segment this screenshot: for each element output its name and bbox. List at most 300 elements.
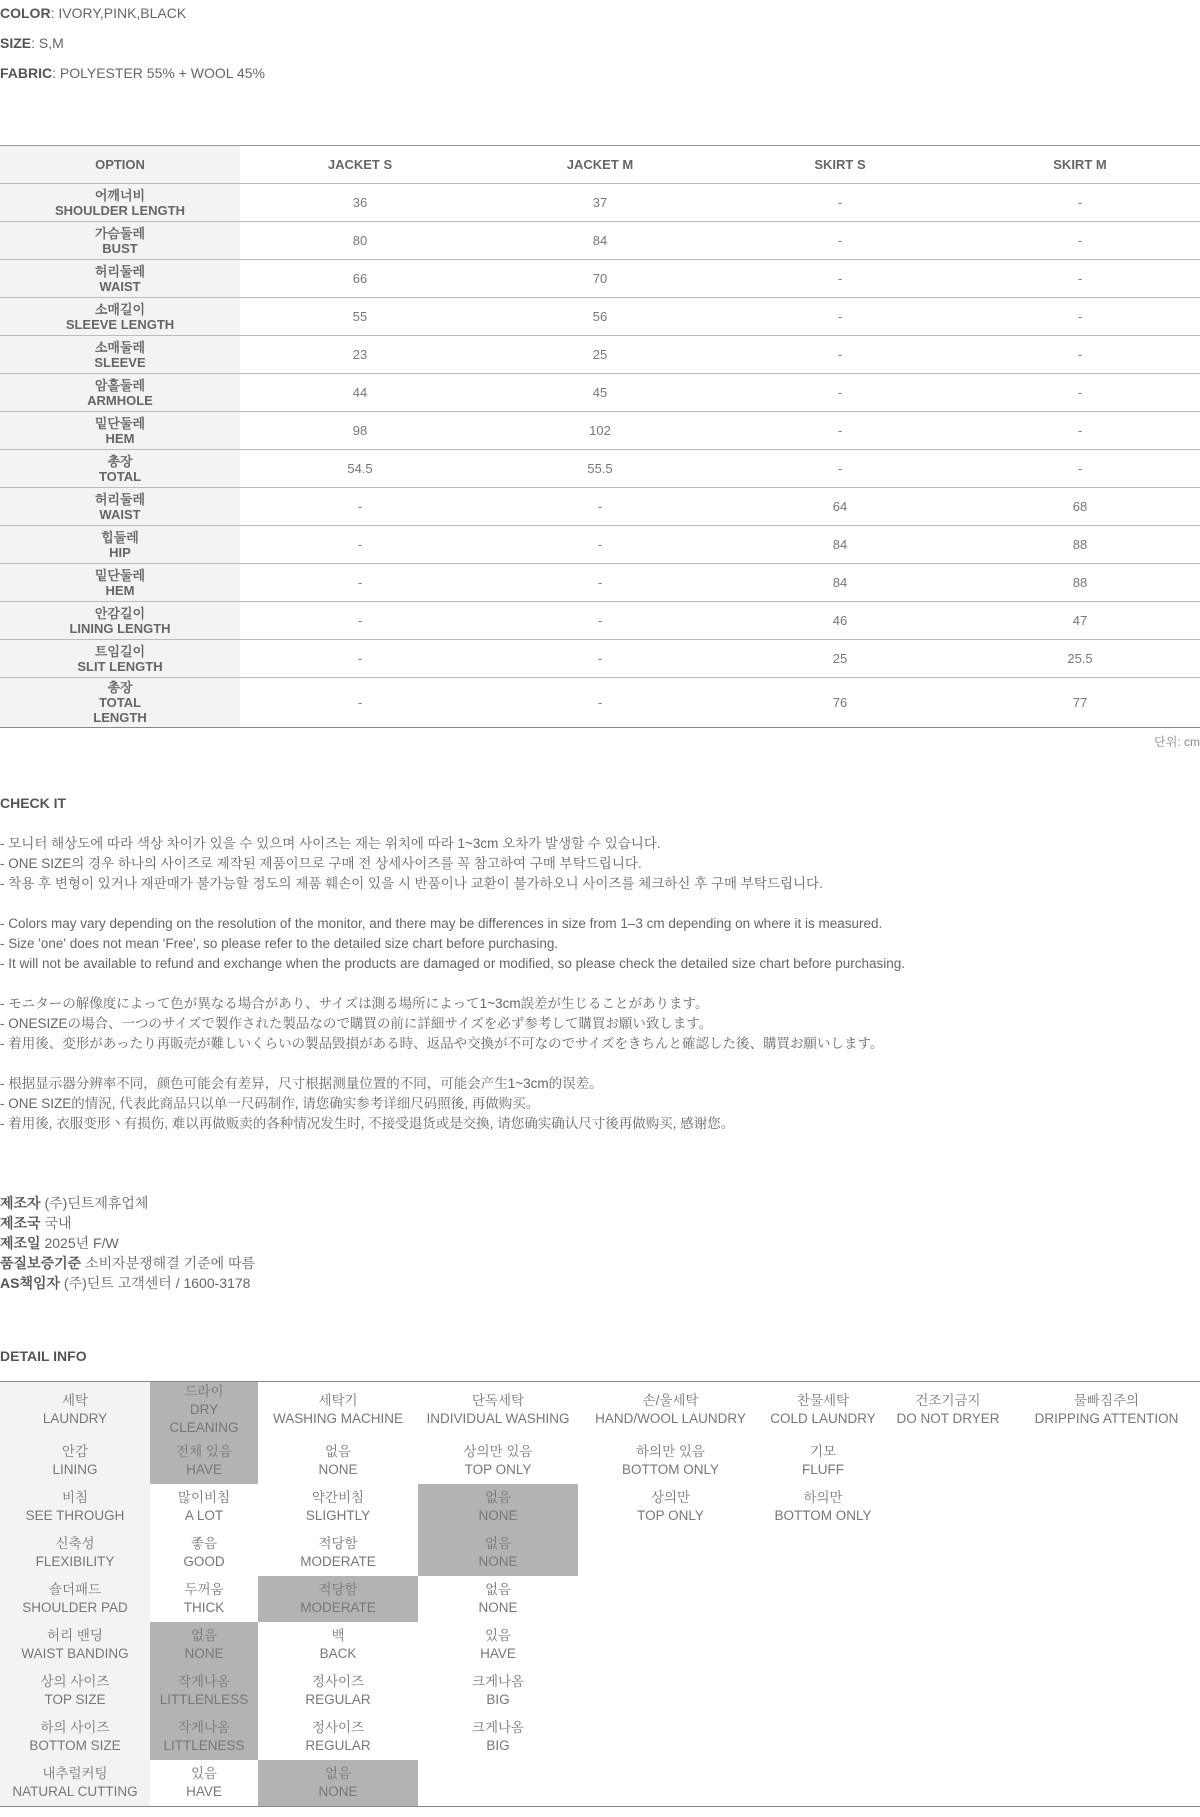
maker-line (0, 1273, 255, 1293)
detail-option (150, 1760, 258, 1807)
size-row (0, 640, 1200, 678)
option-en: REGULAR (305, 1738, 371, 1753)
size-value: 55 (240, 298, 480, 336)
detail-option (418, 1438, 578, 1484)
maker-value: 소비자분쟁해결 기준에 따름 (81, 1255, 256, 1271)
detail-option (883, 1576, 1013, 1622)
size-value: - (960, 222, 1200, 260)
option-ko: 크게나옴 (471, 1720, 525, 1735)
size-row (0, 298, 1200, 336)
note-line: - 着用後、変形があったり再販売が難しいくらいの製品毀損がある時、返品や交換が不可なのでサイズをきちんと確認した後、購買お願いします。 (0, 1036, 884, 1051)
size-value: 46 (720, 602, 960, 640)
detail-option (763, 1382, 883, 1439)
notes-chinese (0, 1074, 734, 1134)
size-row (0, 564, 1200, 602)
maker-label: 품질보증기준 (0, 1255, 82, 1271)
label-en: SEE THROUGH (25, 1508, 125, 1523)
label-ko: 상의 사이즈 (40, 1674, 110, 1689)
detail-option (883, 1622, 1013, 1668)
size-value: - (240, 564, 480, 602)
detail-option-selected (258, 1760, 418, 1807)
option-ko: 드라이 (184, 1384, 224, 1399)
detail-option (150, 1576, 258, 1622)
maker-label: 제조국 (0, 1215, 41, 1231)
size-value: - (720, 336, 960, 374)
color-spec (0, 5, 186, 21)
note-line: - ONE SIZE의 경우 하나의 사이즈로 제작된 제품이므로 구매 전 상세사이즈를 꼭 참고하여 구매 부탁드립니다. (0, 856, 642, 871)
label-ko: 내추럴커팅 (42, 1766, 108, 1781)
label-ko: 암홀둘레 (94, 377, 146, 393)
size-value: 98 (240, 412, 480, 450)
detail-option (258, 1530, 418, 1576)
option-en: A LOT (184, 1508, 224, 1523)
size-row (0, 412, 1200, 450)
size-row (0, 602, 1200, 640)
size-label: SIZE (0, 35, 32, 51)
label-ko: 허리둘레 (94, 491, 146, 507)
note-line: - 모니터 해상도에 따라 색상 차이가 있을 수 있으며 사이즈는 재는 위치에 따라 1~3cm 오차가 발생할 수 있습니다. (0, 836, 661, 851)
option-ko: 없음 (484, 1490, 512, 1505)
detail-option (763, 1714, 883, 1760)
size-value: - (240, 602, 480, 640)
detail-option (418, 1714, 578, 1760)
size-value: 64 (720, 488, 960, 526)
option-ko: 없음 (484, 1536, 512, 1551)
size-value: 55.5 (480, 450, 720, 488)
detail-option-selected (150, 1438, 258, 1484)
label-en: WAIST (99, 278, 141, 294)
notes-english (0, 914, 905, 974)
label-en: LENGTH (93, 710, 147, 725)
label-ko: 하의 사이즈 (40, 1720, 110, 1735)
option-ko: 상의만 있음 (463, 1444, 533, 1459)
detail-option (883, 1760, 1013, 1807)
detail-row (0, 1484, 1200, 1530)
detail-option (1013, 1622, 1200, 1668)
label-en: NATURAL CUTTING (12, 1784, 138, 1799)
option-en: LITTLENLESS (159, 1692, 249, 1707)
option-ko: 두꺼움 (184, 1582, 224, 1597)
maker-value: 국내 (40, 1215, 72, 1231)
detail-option (578, 1714, 763, 1760)
header-skirt-s: SKIRT S (720, 146, 960, 184)
size-row-label (0, 678, 240, 728)
option-ko: 크게나옴 (471, 1674, 525, 1689)
detail-option (1013, 1382, 1200, 1439)
option-ko: 작게나옴 (177, 1674, 231, 1689)
detail-option (578, 1576, 763, 1622)
option-ko: 많이비침 (177, 1490, 231, 1505)
size-table-header (0, 146, 1200, 184)
label-en: BUST (102, 240, 138, 256)
option-ko: 세탁기 (318, 1393, 358, 1408)
detail-option (883, 1438, 1013, 1484)
size-value: 25 (480, 336, 720, 374)
size-value: - (720, 184, 960, 222)
option-en: TOP ONLY (637, 1508, 704, 1523)
detail-option (578, 1668, 763, 1714)
label-ko: 총장 (107, 453, 133, 469)
option-en: INDIVIDUAL WASHING (426, 1411, 570, 1426)
size-value: 88 (960, 564, 1200, 602)
size-row (0, 184, 1200, 222)
size-value: - (240, 640, 480, 678)
detail-row-label (0, 1438, 150, 1484)
size-row-label (0, 602, 240, 640)
detail-option (883, 1668, 1013, 1714)
option-ko: 백 (331, 1628, 345, 1643)
maker-value: (주)딘트 고객센터 / 1600-3178 (60, 1275, 251, 1291)
size-value: 84 (720, 526, 960, 564)
option-en: MODERATE (300, 1600, 376, 1615)
maker-label: 제조일 (0, 1235, 41, 1251)
detail-option (418, 1622, 578, 1668)
detail-row (0, 1438, 1200, 1484)
option-ko: 없음 (190, 1628, 218, 1643)
size-row-label (0, 184, 240, 222)
detail-option (763, 1668, 883, 1714)
size-value: - (960, 374, 1200, 412)
detail-option-selected (418, 1484, 578, 1530)
option-en: THICK (183, 1600, 225, 1615)
label-ko: 신축성 (55, 1536, 95, 1551)
label-en: TOP SIZE (44, 1692, 106, 1707)
detail-option (258, 1622, 418, 1668)
option-en: MODERATE (300, 1554, 376, 1569)
size-row-label (0, 450, 240, 488)
label-en: SHOULDER LENGTH (55, 202, 185, 218)
label-ko: 트임길이 (94, 643, 146, 659)
detail-option-selected (150, 1622, 258, 1668)
detail-option (763, 1760, 883, 1807)
label-en: SLEEVE (94, 354, 146, 370)
size-value: 37 (480, 184, 720, 222)
note-line: - モニターの解像度によって色が異なる場合があり、サイズは測る場所によって1~3cm誤差が生じることがあります。 (0, 996, 709, 1011)
option-ko: 없음 (324, 1444, 352, 1459)
detail-row-label (0, 1576, 150, 1622)
size-row (0, 450, 1200, 488)
option-en: BOTTOM ONLY (774, 1508, 872, 1523)
header-jacket-s: JACKET S (240, 146, 480, 184)
fabric-value: : POLYESTER 55% + WOOL 45% (52, 65, 265, 81)
detail-option (1013, 1530, 1200, 1576)
header-option: OPTION (0, 146, 240, 184)
size-value: 77 (960, 678, 1200, 728)
note-line: - It will not be available to refund and exchange when the products are damaged or modified, so please check the detailed size chart before purchasing. (0, 956, 906, 971)
option-ko: 하의만 (803, 1490, 843, 1505)
note-line: - 根据显示器分辨率不同，颜色可能会有差异，尺寸根据测量位置的不同，可能会产生1~3cm的误差。 (0, 1076, 603, 1091)
option-ko: 작게나옴 (177, 1720, 231, 1735)
size-value: 84 (720, 564, 960, 602)
detail-option (578, 1622, 763, 1668)
detail-option (1013, 1760, 1200, 1807)
size-value: 56 (480, 298, 720, 336)
size-value: - (720, 260, 960, 298)
label-en: LINING (52, 1462, 98, 1477)
note-line: - Colors may vary depending on the resolution of the monitor, and there may be differences in size from 1–3 cm depending on where it is measured. (0, 916, 883, 931)
check-it-title: CHECK IT (0, 795, 67, 811)
size-row (0, 488, 1200, 526)
size-value: - (480, 602, 720, 640)
size-value: 66 (240, 260, 480, 298)
label-en: SLEEVE LENGTH (65, 316, 175, 332)
size-value: 68 (960, 488, 1200, 526)
detail-option (150, 1530, 258, 1576)
detail-row (0, 1382, 1200, 1439)
label-en: LAUNDRY (42, 1411, 108, 1426)
option-en: TOP ONLY (464, 1462, 532, 1477)
option-en: HAND/WOOL LAUNDRY (595, 1411, 746, 1426)
size-value: 25 (720, 640, 960, 678)
size-value: - (240, 488, 480, 526)
label-ko: 안감 (61, 1444, 89, 1459)
size-value: 76 (720, 678, 960, 728)
size-value: - (720, 222, 960, 260)
option-ko: 단독세탁 (471, 1393, 525, 1408)
option-en: CLEANING (169, 1420, 239, 1435)
size-value: - (480, 564, 720, 602)
note-line: - ONE SIZE的情況, 代表此商品只以单一尺码制作, 请您确实参考详细尺码照後, 再做购买。 (0, 1096, 540, 1111)
detail-option (418, 1382, 578, 1439)
option-en: DRIPPING ATTENTION (1034, 1411, 1179, 1426)
option-en: BACK (319, 1646, 357, 1661)
label-ko: 세탁 (61, 1393, 89, 1408)
detail-row-label (0, 1668, 150, 1714)
option-en: BOTTOM ONLY (621, 1462, 719, 1477)
size-row (0, 678, 1200, 728)
option-en: NONE (478, 1508, 518, 1523)
label-en: HEM (105, 430, 135, 446)
detail-row (0, 1530, 1200, 1576)
option-ko: 전체 있음 (176, 1444, 232, 1459)
option-en: WASHING MACHINE (272, 1411, 403, 1426)
label-ko: 힙둘레 (101, 529, 139, 545)
header-skirt-m: SKIRT M (960, 146, 1200, 184)
maker-line (0, 1233, 255, 1253)
note-line: - ONESIZEの場合、一つのサイズで製作された製品なので購買の前に詳細サイズを必ず参考して購買お願い致します。 (0, 1016, 713, 1031)
option-en: FLUFF (802, 1462, 844, 1477)
label-ko: 소매길이 (94, 301, 146, 317)
option-en: BIG (486, 1692, 510, 1707)
size-value: - (240, 526, 480, 564)
detail-row-label (0, 1530, 150, 1576)
option-en: SLIGHTLY (305, 1508, 371, 1523)
color-value: : IVORY,PINK,BLACK (50, 5, 187, 21)
detail-option (578, 1484, 763, 1530)
detail-option (578, 1530, 763, 1576)
size-value: - (480, 488, 720, 526)
label-ko: 소매둘레 (94, 339, 146, 355)
detail-option (1013, 1714, 1200, 1760)
option-ko: 적당함 (318, 1582, 358, 1597)
label-ko: 총장 (107, 680, 133, 695)
maker-value: (주)딘트제휴업체 (40, 1195, 149, 1211)
detail-option (883, 1484, 1013, 1530)
detail-row (0, 1622, 1200, 1668)
size-value: - (480, 526, 720, 564)
label-ko: 어깨너비 (94, 187, 146, 203)
detail-option (258, 1714, 418, 1760)
color-label: COLOR (0, 5, 51, 21)
size-value: - (240, 678, 480, 728)
option-ko: 정사이즈 (311, 1720, 365, 1735)
detail-option-selected (150, 1668, 258, 1714)
detail-row (0, 1760, 1200, 1807)
size-row-label (0, 488, 240, 526)
size-value: - (960, 260, 1200, 298)
size-value: - (960, 184, 1200, 222)
label-ko: 밑단둘레 (94, 567, 146, 583)
size-value: 84 (480, 222, 720, 260)
option-en: LITTLENESS (163, 1738, 245, 1753)
size-spec (0, 35, 64, 51)
detail-option (418, 1576, 578, 1622)
maker-value: 2025년 F/W (40, 1235, 119, 1251)
detail-row (0, 1668, 1200, 1714)
size-value: - (720, 298, 960, 336)
option-ko: 정사이즈 (311, 1674, 365, 1689)
option-en: HAVE (186, 1784, 222, 1799)
option-ko: 적당함 (318, 1536, 358, 1551)
detail-option (578, 1382, 763, 1439)
option-en: NONE (478, 1554, 518, 1569)
option-ko: 물빠짐주의 (1073, 1393, 1140, 1408)
label-en: LINING LENGTH (69, 620, 171, 636)
note-line: - 着用後, 衣服变形丶有损伤, 难以再做贩卖的各种情况发生时, 不接受退货或是交換, 请您确实确认尺寸後再做购买, 感谢您。 (0, 1116, 735, 1131)
option-ko: 상의만 (650, 1490, 691, 1505)
maker-line (0, 1253, 255, 1273)
maker-line (0, 1193, 255, 1213)
size-value: - (960, 298, 1200, 336)
maker-label: AS책임자 (0, 1275, 61, 1291)
option-ko: 하의만 있음 (636, 1444, 705, 1459)
detail-table (0, 1381, 1200, 1807)
option-ko: 찬물세탁 (796, 1393, 850, 1408)
size-row-label (0, 222, 240, 260)
detail-option (1013, 1576, 1200, 1622)
detail-row-label (0, 1484, 150, 1530)
detail-option (883, 1714, 1013, 1760)
label-ko: 허리 밴딩 (47, 1628, 103, 1643)
unit-note: 단위: cm (1154, 735, 1200, 749)
detail-option (258, 1484, 418, 1530)
label-en: HEM (105, 582, 135, 598)
label-en: TOTAL (98, 695, 142, 710)
detail-option (258, 1668, 418, 1714)
size-value: 47 (960, 602, 1200, 640)
label-ko: 안감길이 (94, 605, 146, 621)
size-row-label (0, 374, 240, 412)
size-row (0, 336, 1200, 374)
detail-option (883, 1382, 1013, 1439)
size-value: 25.5 (960, 640, 1200, 678)
detail-option (763, 1484, 883, 1530)
label-ko: 허리둘레 (94, 263, 146, 279)
detail-option-selected (258, 1576, 418, 1622)
size-value: 70 (480, 260, 720, 298)
label-ko: 밑단둘레 (94, 415, 146, 431)
size-value: 88 (960, 526, 1200, 564)
notes-japanese (0, 994, 883, 1054)
detail-option (883, 1530, 1013, 1576)
size-value: 54.5 (240, 450, 480, 488)
size-value: - (960, 336, 1200, 374)
maker-info (0, 1193, 255, 1293)
option-en: DRY (189, 1402, 219, 1417)
detail-option (1013, 1484, 1200, 1530)
option-ko: 손/울세탁 (642, 1393, 699, 1408)
option-ko: 없음 (484, 1582, 512, 1597)
fabric-spec (0, 65, 265, 81)
size-value: : S,M (31, 35, 64, 51)
size-value: - (720, 412, 960, 450)
detail-row-label (0, 1382, 150, 1439)
fabric-label: FABRIC (0, 65, 53, 81)
size-value: - (480, 678, 720, 728)
size-row-label (0, 260, 240, 298)
option-ko: 있음 (484, 1628, 512, 1643)
size-value: - (720, 450, 960, 488)
option-en: REGULAR (305, 1692, 371, 1707)
option-en: HAVE (480, 1646, 516, 1661)
detail-option-selected (150, 1714, 258, 1760)
detail-option (258, 1438, 418, 1484)
option-en: BIG (486, 1738, 510, 1753)
notes-korean (0, 834, 823, 894)
maker-line (0, 1213, 255, 1233)
detail-option (1013, 1668, 1200, 1714)
size-value: 36 (240, 184, 480, 222)
detail-option (763, 1622, 883, 1668)
option-en: GOOD (183, 1554, 225, 1569)
option-ko: 없음 (324, 1766, 352, 1781)
size-value: 44 (240, 374, 480, 412)
size-row-label (0, 526, 240, 564)
detail-info-title: DETAIL INFO (0, 1348, 87, 1364)
option-ko: 있음 (190, 1766, 218, 1781)
option-en: HAVE (186, 1462, 222, 1477)
header-jacket-m: JACKET M (480, 146, 720, 184)
size-value: 23 (240, 336, 480, 374)
size-row-label (0, 640, 240, 678)
size-value: - (480, 640, 720, 678)
size-value: 45 (480, 374, 720, 412)
detail-option (763, 1438, 883, 1484)
detail-option (578, 1760, 763, 1807)
option-ko: 기모 (809, 1444, 837, 1459)
label-en: FLEXIBILITY (35, 1554, 115, 1569)
option-en: NONE (478, 1600, 518, 1615)
size-row-label (0, 336, 240, 374)
option-en: NONE (318, 1462, 358, 1477)
size-row-label (0, 412, 240, 450)
size-table (0, 145, 1200, 728)
detail-option (763, 1576, 883, 1622)
size-value: 80 (240, 222, 480, 260)
size-row (0, 222, 1200, 260)
size-row (0, 260, 1200, 298)
detail-option (258, 1382, 418, 1439)
size-row (0, 374, 1200, 412)
option-ko: 건조기금지 (915, 1393, 981, 1408)
size-row (0, 526, 1200, 564)
label-en: ARMHOLE (87, 392, 153, 408)
detail-row-label (0, 1760, 150, 1807)
label-ko: 비침 (61, 1490, 89, 1505)
note-line: - Size 'one' does not mean 'Free', so please refer to the detailed size chart before purchasing. (0, 936, 559, 951)
label-en: HIP (109, 544, 131, 560)
size-value: - (960, 450, 1200, 488)
